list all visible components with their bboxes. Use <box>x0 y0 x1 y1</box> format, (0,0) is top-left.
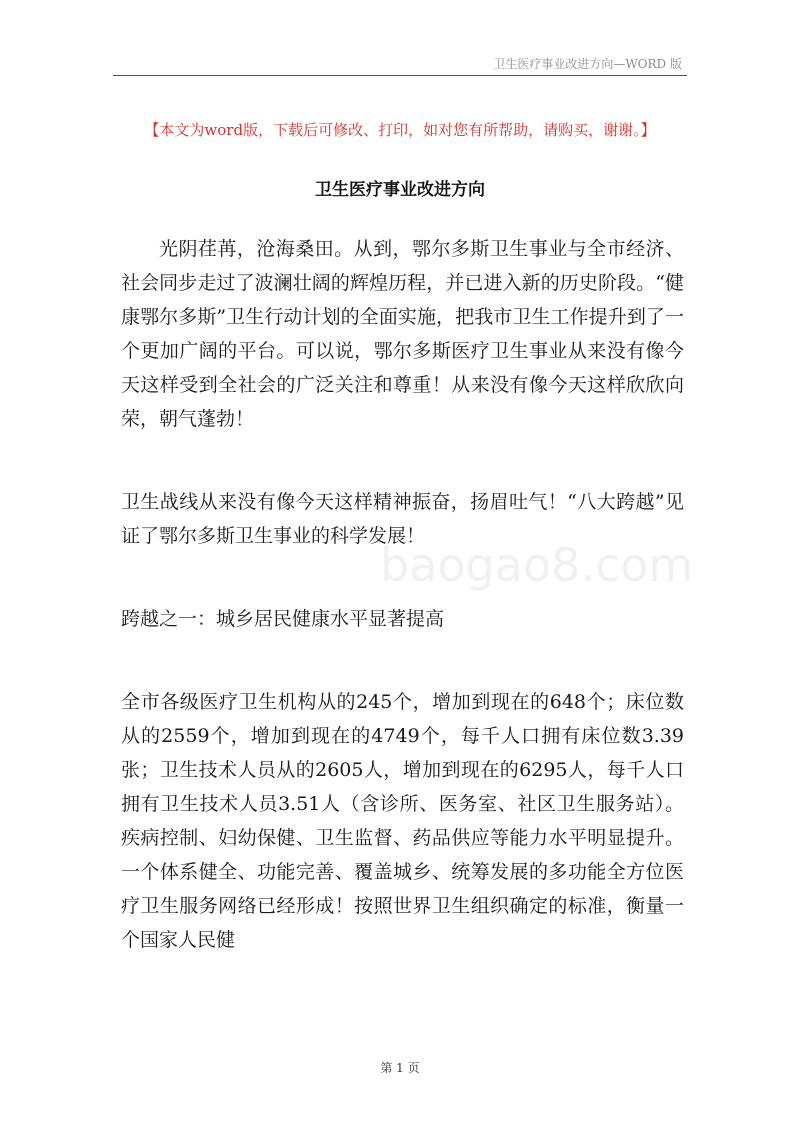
paragraph-gap <box>121 553 684 602</box>
section-heading-leap-one: 跨越之一：城乡居民健康水平显著提高 <box>121 608 445 630</box>
running-header: 卫生医疗事业改进方向—WORD 版 <box>493 57 682 71</box>
header-divider <box>113 75 687 76</box>
paragraph-eight-leaps: 卫生战线从来没有像今天这样精神振奋，扬眉吐气！“八大跨越”见证了鄂尔多斯卫生事业的科学发展！ <box>121 491 684 547</box>
page-number: 第 1 页 <box>380 1061 420 1075</box>
paragraph-statistics: 全市各级医疗卫生机构从的245个，增加到现在的648个；床位数从的2559个，增加到现在的4749个，每千人口拥有床位数3.39张；卫生技术人员从的2605人，增加到现在的6295人，每千人口拥有卫生技术人员3.51人（含诊所、医务室、社区卫生服务站）。疾病控制、妇幼保健、卫生监督、药品供应等能力水平明显提升。一个体系健全、功能完善、覆盖城乡、统筹发展的多功能全方位医疗卫生服务网络已经形成！按照世界卫生组织确定的标准，衡量一个国家人民健 <box>121 691 684 951</box>
paragraph-intro: 光阴荏苒，沧海桑田。从到，鄂尔多斯卫生事业与全市经济、社会同步走过了波澜壮阔的辉煌历程，并已进入新的历史阶段。“健康鄂尔多斯”卫生行动计划的全面实施，把我市卫生工作提升到了一个更加广阔的平台。可以说，鄂尔多斯医疗卫生事业从来没有像今天这样受到全社会的广泛关注和尊重！从来没有像今天这样欣欣向荣，朝气蓬勃！ <box>121 238 684 430</box>
document-body <box>121 232 684 957</box>
paragraph-gap <box>121 636 684 685</box>
document-title: 卫生医疗事业改进方向 <box>315 180 485 200</box>
watermark: baogao8.com <box>380 538 694 592</box>
download-notice: 【本文为word版，下载后可修改、打印，如对您有所帮助，请购买，谢谢。】 <box>144 121 656 139</box>
paragraph-gap <box>121 436 684 485</box>
